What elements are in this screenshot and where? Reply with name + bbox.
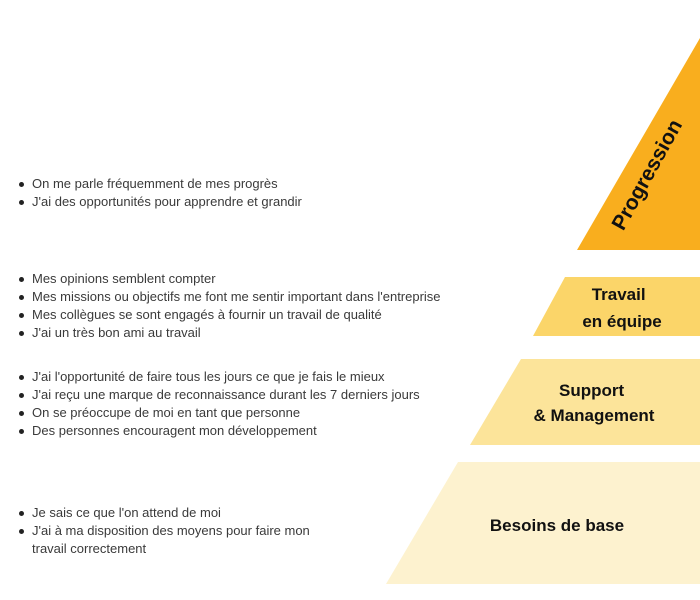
- list-item: Je sais ce que l'on attend de moi: [32, 504, 332, 522]
- list-item: On se préoccupe de moi en tant que personne: [32, 404, 420, 422]
- tier-support-label: Support & Management: [533, 381, 655, 425]
- list-item: J'ai l'opportunité de faire tous les jours ce que je fais le mieux: [32, 368, 420, 386]
- tier-besoins-label: Besoins de base: [489, 516, 625, 535]
- list-item: J'ai à ma disposition des moyens pour faire mon travail correctement: [32, 522, 332, 558]
- bullet-list-progression: [0, 175, 302, 211]
- list-item: Mes opinions semblent compter: [32, 270, 441, 288]
- tier-progression-shape: [577, 38, 700, 250]
- list-item: J'ai un très bon ami au travail: [32, 324, 441, 342]
- tier-support-shape: [470, 359, 700, 445]
- list-item: Mes missions ou objectifs me font me sentir important dans l'entreprise: [32, 289, 441, 304]
- bullet-list-support: [0, 368, 420, 440]
- list-item: On me parle fréquemment de mes progrès: [32, 175, 302, 193]
- list-item: Mes collègues se sont engagés à fournir un travail de qualité: [32, 306, 441, 324]
- list-item: Des personnes encouragent mon développement: [32, 422, 420, 440]
- tier-progression-label: Progression: [607, 115, 688, 235]
- list-item: J'ai des opportunités pour apprendre et grandir: [32, 194, 302, 209]
- bullet-list-travail: [0, 270, 441, 342]
- tier-travail-label: Travail en équipe: [582, 285, 662, 331]
- bullet-list-besoins: [0, 504, 332, 558]
- list-item: J'ai reçu une marque de reconnaissance durant les 7 derniers jours: [32, 387, 420, 402]
